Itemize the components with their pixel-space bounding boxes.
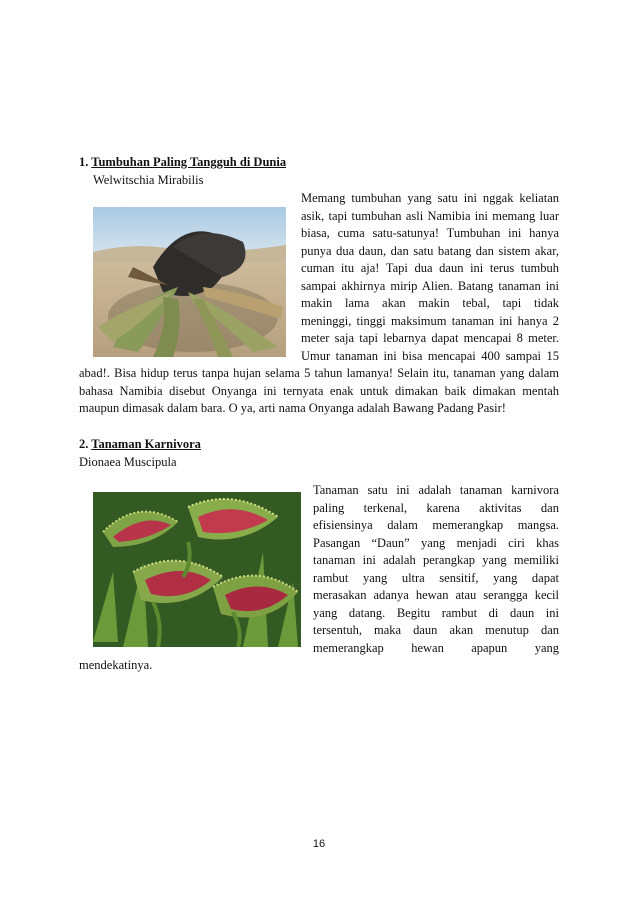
text-line: Umur tanaman ini bisa mencapai 400 sampai 15 xyxy=(301,348,559,363)
text-line: merasakan adanya hewan atau serangga kecil xyxy=(313,588,559,602)
text-line: sampai akhirnya mirip Alien. Batang tanaman ini xyxy=(301,278,559,293)
section-2-subtitle: Dionaea Muscipula xyxy=(79,455,177,469)
text-line: makin lama akan makin tebal, tapi tidak xyxy=(301,296,559,310)
venus-flytrap-photo xyxy=(93,492,301,647)
text-line: punya dua daun, dan satu batang dan sistem akar, xyxy=(301,243,559,258)
section-1-heading xyxy=(79,154,286,170)
page-number: 16 xyxy=(312,838,326,850)
text-line: yang datang. Begitu rambut di daun ini xyxy=(313,605,559,620)
section-1-number: 1. xyxy=(79,155,89,169)
section-1-title: Tumbuhan Paling Tangguh di Dunia xyxy=(91,155,287,169)
text-line: asik, tapi tumbuhan asli Namibia ini memang luar xyxy=(301,208,559,223)
text-line: memerangkap hewan apapun yang xyxy=(313,640,559,655)
text-line: abad!. Bisa hidup terus tanpa hujan selama 5 tahun lamanya! Selain itu, tanaman yang dalam xyxy=(79,366,559,380)
text-line: Memang tumbuhan yang satu ini nggak keliatan xyxy=(301,191,559,205)
text-line: tersentuh, maka daun akan menutup dan xyxy=(313,623,559,637)
venus-flytrap-icon xyxy=(93,492,301,647)
text-line: bahasa Namibia disebut Onyanga ini ternyata enak untuk dimakan baik dimakan mentah xyxy=(79,383,559,398)
text-line: Pasangan “Daun” yang menjadi ciri khas xyxy=(313,535,559,550)
text-line: meter saja tapi lebarnya dapat mencapai 8 meter. xyxy=(301,331,559,345)
text-line: Tanaman satu ini adalah tanaman karnivora xyxy=(313,483,559,497)
text-line: biasa, cuma satu-satunya! Tumbuhan ini hanya xyxy=(301,226,559,240)
text-line: rambut yang ultra sensitif, yang dapat xyxy=(313,570,559,585)
text-line: cuman itu aja! Tapi dua daun ini terus tumbuh xyxy=(301,261,559,275)
text-line: meninggi, tinggi maksimum tanaman ini hanya 2 xyxy=(301,313,559,328)
text-line: efisiensinya dalam memerangkap mangsa. xyxy=(313,518,559,532)
text-line: maupun dimasak dalam bara. O ya, arti nama Onyanga adalah Bawang Padang Pasir! xyxy=(79,401,506,415)
section-1-subtitle: Welwitschia Mirabilis xyxy=(93,173,204,187)
text-line: paling terkenal, karena aktivitas dan xyxy=(313,500,559,515)
text-line: mendekatinya. xyxy=(79,658,153,672)
section-2-heading xyxy=(79,436,201,452)
welwitschia-plant-icon xyxy=(93,207,286,357)
welwitschia-photo xyxy=(93,207,286,357)
text-line: tanaman ini adalah perangkap yang memiliki xyxy=(313,553,559,567)
section-2-title: Tanaman Karnivora xyxy=(91,437,201,451)
section-2-number: 2. xyxy=(79,437,89,451)
